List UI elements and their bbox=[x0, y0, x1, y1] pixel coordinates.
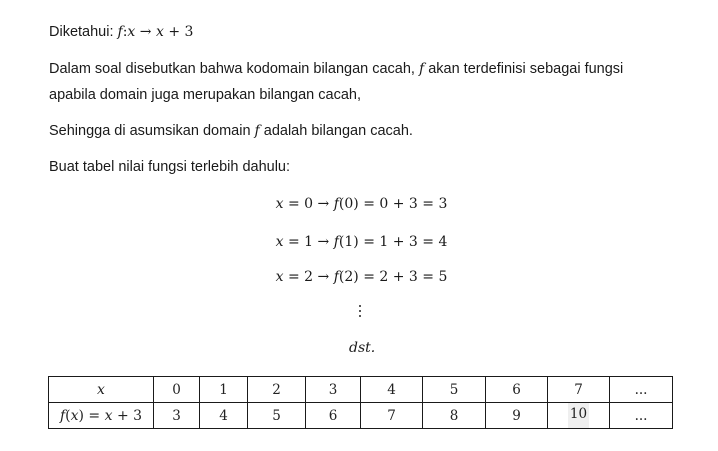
paragraph-codomain-line2 bbox=[49, 82, 361, 108]
paragraph1-text-cont: akan terdefinisi sebagai fungsi bbox=[424, 61, 624, 77]
table-cell-highlighted bbox=[548, 403, 610, 429]
equals: ) = bbox=[78, 407, 105, 424]
paragraph1-line2: apabila domain juga merupakan bilangan cacah, bbox=[49, 87, 361, 103]
table-cell: 5 bbox=[248, 403, 306, 429]
function-symbol: f bbox=[254, 123, 260, 139]
variable-x: x bbox=[104, 407, 113, 424]
table-row-x bbox=[49, 377, 673, 403]
table-header-x bbox=[49, 377, 154, 403]
paragraph-assumption bbox=[49, 118, 413, 144]
colon: : bbox=[122, 24, 128, 40]
function-symbol: f bbox=[418, 61, 425, 77]
equation-row bbox=[0, 231, 718, 252]
vertical-ellipsis-icon bbox=[357, 304, 363, 318]
function-symbol: f bbox=[333, 196, 339, 212]
dst-label: dst. bbox=[349, 340, 376, 356]
equation-row bbox=[0, 193, 718, 214]
table-cell: 6 bbox=[486, 377, 548, 403]
table-cell: 3 bbox=[154, 403, 200, 429]
equation-rhs: (1) = 1 + 3 = 4 bbox=[338, 234, 448, 250]
paragraph2-text: Sehingga di asumsikan domain bbox=[49, 123, 255, 139]
highlighted-value: 10 bbox=[568, 403, 589, 428]
table-cell: 7 bbox=[548, 377, 610, 403]
arrow: → bbox=[135, 24, 156, 40]
function-symbol: f bbox=[333, 269, 339, 285]
table-cell: 4 bbox=[200, 403, 248, 429]
table-cell: 3 bbox=[306, 377, 361, 403]
equation-lhs: = 2 → bbox=[283, 269, 334, 285]
variable-x: x bbox=[155, 24, 164, 40]
equation-lhs: = 1 → bbox=[283, 234, 334, 250]
paragraph2-text-cont: adalah bilangan cacah. bbox=[259, 123, 413, 139]
equation-rhs: (2) = 2 + 3 = 5 bbox=[338, 269, 448, 285]
equation-rhs: (0) = 0 + 3 = 3 bbox=[338, 196, 448, 212]
given-line bbox=[49, 19, 193, 45]
variable-x: x bbox=[275, 269, 284, 285]
table-cell: 1 bbox=[200, 377, 248, 403]
table-cell: 8 bbox=[423, 403, 486, 429]
paragraph-codomain bbox=[49, 56, 623, 82]
paren: ( bbox=[65, 407, 71, 424]
table-cell: 2 bbox=[248, 377, 306, 403]
paragraph3-text: Buat tabel nilai fungsi terlebih dahulu: bbox=[49, 159, 291, 175]
equation-row bbox=[0, 266, 718, 287]
given-label: Diketahui: bbox=[49, 24, 118, 40]
variable-x: x bbox=[70, 407, 79, 424]
header-label: x bbox=[97, 381, 105, 398]
variable-x: x bbox=[275, 196, 284, 212]
table-cell-ellipsis: ... bbox=[610, 403, 673, 429]
equation-lhs: = 0 → bbox=[283, 196, 334, 212]
function-value-table bbox=[48, 376, 673, 429]
table-row-fx bbox=[49, 403, 673, 429]
table-cell: 7 bbox=[361, 403, 423, 429]
variable-x: x bbox=[275, 234, 284, 250]
function-symbol: f bbox=[117, 24, 123, 40]
plus-three: + 3 bbox=[163, 24, 194, 40]
table-cell: 9 bbox=[486, 403, 548, 429]
plus-three: + 3 bbox=[112, 407, 143, 424]
table-cell: 6 bbox=[306, 403, 361, 429]
table-cell: 0 bbox=[154, 377, 200, 403]
function-symbol: f bbox=[59, 407, 66, 424]
variable-x: x bbox=[127, 24, 136, 40]
table-cell: 4 bbox=[361, 377, 423, 403]
paragraph1-text: Dalam soal disebutkan bahwa kodomain bilangan cacah, bbox=[49, 61, 419, 77]
function-symbol: f bbox=[333, 234, 339, 250]
table-cell: 5 bbox=[423, 377, 486, 403]
paragraph-make-table bbox=[49, 154, 290, 180]
table-cell-ellipsis: ... bbox=[610, 377, 673, 403]
table-header-fx bbox=[49, 403, 154, 429]
